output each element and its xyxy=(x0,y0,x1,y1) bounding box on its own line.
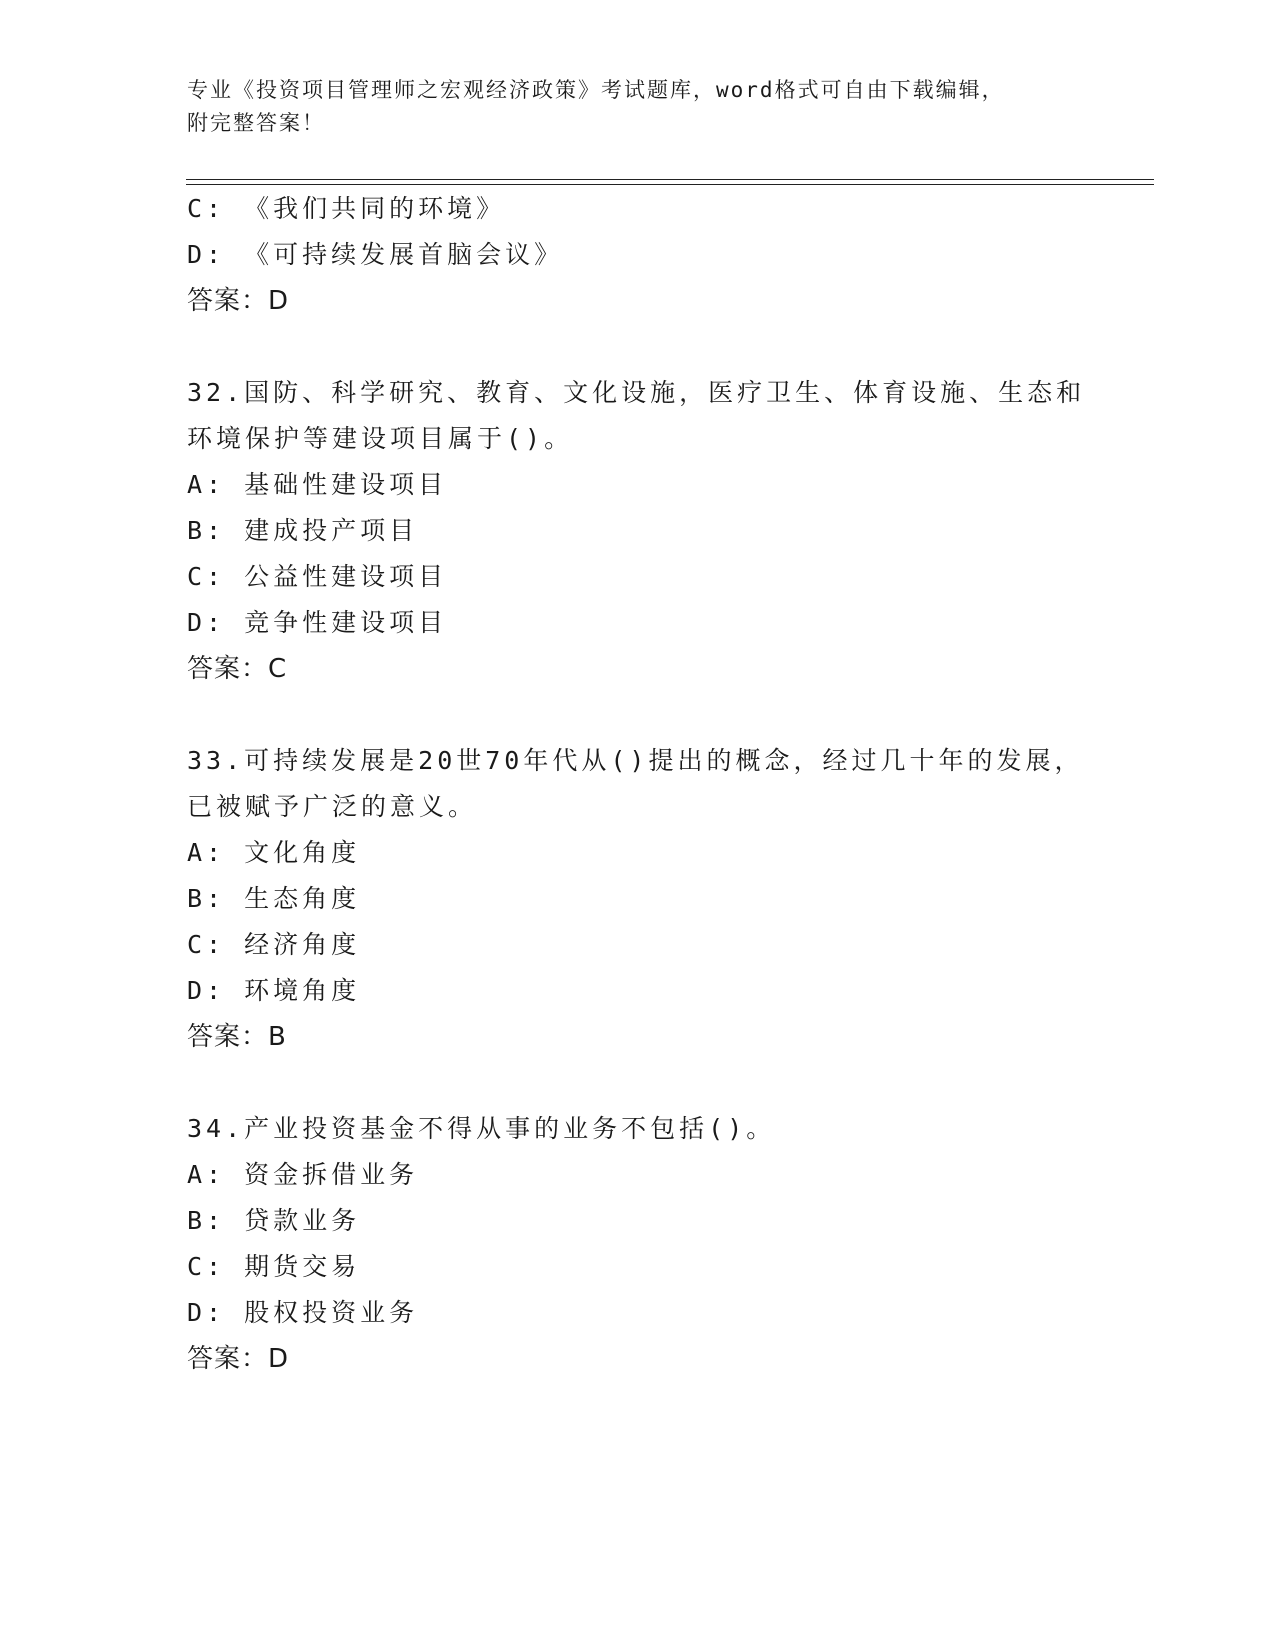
option-a: A: 基础性建设项目 xyxy=(187,470,448,499)
spacer xyxy=(187,324,1087,370)
option-c: C: 公益性建设项目 xyxy=(187,562,448,591)
header-line-2: 附完整答案！ xyxy=(187,111,325,135)
question-33 xyxy=(187,738,1087,1060)
option-c: C: 经济角度 xyxy=(187,930,361,959)
option-d: D: 《可持续发展首脑会议》 xyxy=(187,240,564,269)
question-text-line-1: 32.国防、科学研究、教育、文化设施，医疗卫生、体育设施、生态和 xyxy=(187,378,1086,407)
header-line-1: 专业《投资项目管理师之宏观经济政策》考试题库，word格式可自由下载编辑， xyxy=(187,78,1005,102)
option-c: C: 《我们共同的环境》 xyxy=(187,194,506,223)
spacer xyxy=(187,692,1087,738)
header-divider-bottom xyxy=(186,184,1154,185)
question-34 xyxy=(187,1106,1087,1382)
header-divider-top xyxy=(186,179,1154,180)
question-text-line-1: 33.可持续发展是20世70年代从()提出的概念，经过几十年的发展， xyxy=(187,746,1084,775)
option-d: D: 股权投资业务 xyxy=(187,1298,419,1327)
question-text-line-2: 已被赋予广泛的意义。 xyxy=(187,792,478,821)
option-d: D: 竞争性建设项目 xyxy=(187,608,448,637)
answer-label: 答案：B xyxy=(187,1022,287,1052)
question-list xyxy=(187,186,1087,1382)
question-31-continued xyxy=(187,186,1087,324)
option-a: A: 资金拆借业务 xyxy=(187,1160,419,1189)
option-b: B: 生态角度 xyxy=(187,884,361,913)
option-b: B: 贷款业务 xyxy=(187,1206,361,1235)
document-header xyxy=(187,74,1087,140)
option-a: A: 文化角度 xyxy=(187,838,361,867)
spacer xyxy=(187,1060,1087,1106)
question-text-line-1: 34.产业投资基金不得从事的业务不包括()。 xyxy=(187,1114,776,1143)
option-c: C: 期货交易 xyxy=(187,1252,361,1281)
answer-label: 答案：C xyxy=(187,654,288,684)
question-32 xyxy=(187,370,1087,692)
option-d: D: 环境角度 xyxy=(187,976,361,1005)
answer-label: 答案：D xyxy=(187,1344,290,1374)
option-b: B: 建成投产项目 xyxy=(187,516,419,545)
question-text-line-2: 环境保护等建设项目属于()。 xyxy=(187,424,574,453)
answer-label: 答案：D xyxy=(187,286,290,316)
